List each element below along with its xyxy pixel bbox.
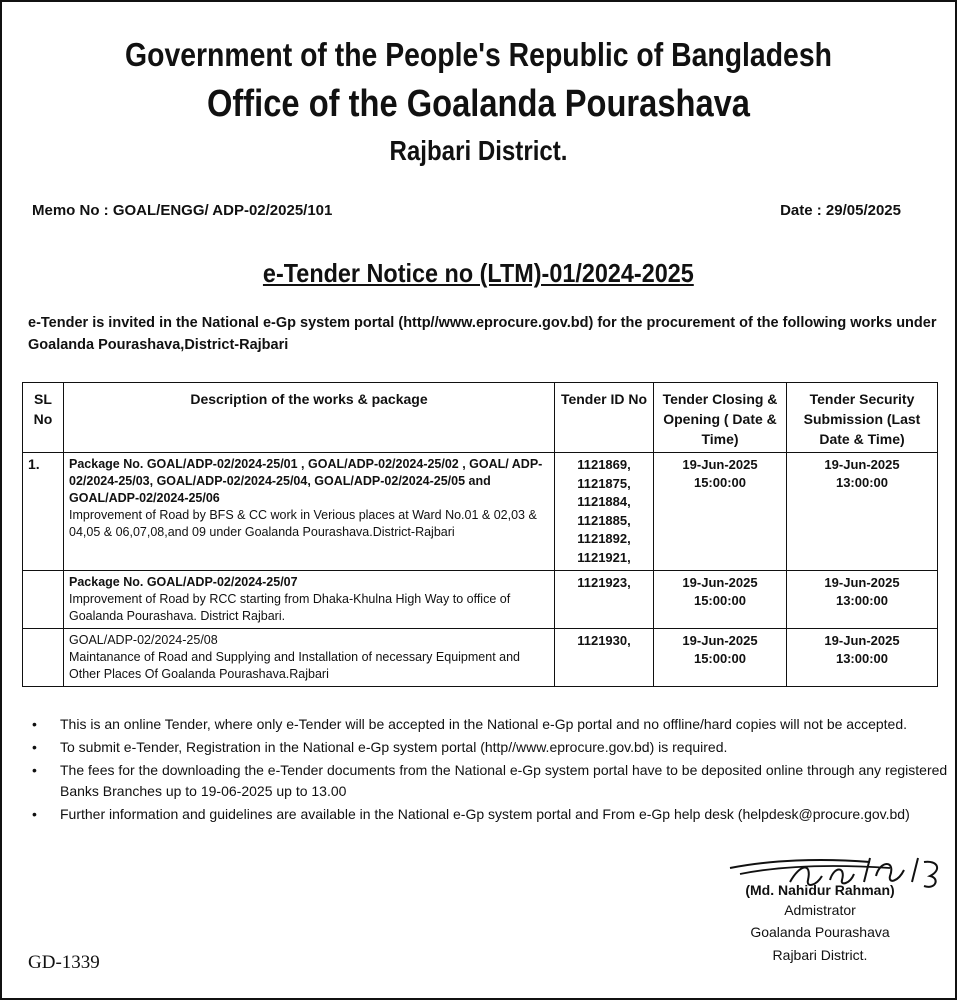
table-header-row [23, 383, 938, 453]
header-government: Government of the People's Republic of Bangladesh [125, 36, 832, 73]
bullet-icon: • [32, 739, 37, 755]
closing-time: 15:00:00 [693, 651, 747, 666]
tender-id: 1121885, [577, 512, 631, 528]
list-item [22, 804, 952, 825]
list-item [22, 737, 952, 758]
memo-date: Date : 29/05/2025 [780, 202, 901, 219]
package-numbers: Package No. GOAL/ADP-02/2024-25/01 , GOAL/ADP-02/2024-25/02 , GOAL/ ADP-02/2024-25/03, GOAL/ADP-02/2024-25/04, GOAL/ADP-02/2024-25/05 and GOAL/ADP-02/2024-25/06 [69, 457, 543, 505]
header-closing: Tender Closing & Opening ( Date & Time) [654, 383, 787, 453]
tender-id: 1121869, [577, 457, 631, 472]
note-text: Further information and guidelines are available in the National e-Gp system portal and From e-Gp help desk (helpdesk@procure.gov.bd) [60, 806, 910, 822]
bullet-icon: • [32, 806, 37, 822]
security-date: 19-Jun-2025 [824, 633, 900, 648]
row-description [64, 629, 555, 687]
row-description [64, 571, 555, 629]
header-district: Rajbari District. [389, 135, 568, 166]
closing-date: 19-Jun-2025 [682, 575, 758, 590]
row-sl [23, 571, 64, 629]
row-closing [654, 453, 787, 571]
memo-number: Memo No : GOAL/ENGG/ ADP-02/2025/101 [32, 202, 333, 219]
row-sl [23, 629, 64, 687]
list-item [22, 714, 952, 735]
security-time: 13:00:00 [835, 593, 889, 608]
security-date: 19-Jun-2025 [824, 575, 900, 590]
row-closing [654, 629, 787, 687]
notice-title-text: e-Tender Notice no (LTM)-01/2024-2025 [263, 258, 694, 288]
closing-time: 15:00:00 [693, 475, 747, 490]
tender-id: 1121921, [577, 549, 631, 565]
header-tender-id: Tender ID No [555, 383, 654, 453]
table-row [23, 571, 938, 629]
tender-id: 1121884, [577, 494, 631, 509]
package-numbers: GOAL/ADP-02/2024-25/08 [69, 633, 218, 647]
row-tender-ids [555, 629, 654, 687]
row-tender-ids [555, 453, 654, 571]
row-tender-ids [555, 571, 654, 629]
signatory-office: Goalanda Pourashava [750, 924, 890, 940]
security-time: 13:00:00 [835, 651, 889, 666]
closing-date: 19-Jun-2025 [682, 633, 758, 648]
security-time: 13:00:00 [835, 475, 889, 490]
tender-table [22, 382, 938, 687]
intro-paragraph: e-Tender is invited in the National e-Gp system portal (http//www.eprocure.gov.bd) for the procurement of the following works under Goalanda Pourashava,District-Rajbari [28, 315, 937, 353]
header-security: Tender Security Submission (Last Date & Time) [787, 383, 938, 453]
row-closing [654, 571, 787, 629]
security-date: 19-Jun-2025 [824, 457, 900, 472]
work-description: Maintanance of Road and Supplying and Installation of necessary Equipment and Other Places Of Goalanda Pourashava.Rajbari [69, 650, 520, 681]
signatory-name: (Md. Nahidur Rahman) [745, 882, 895, 898]
note-text: The fees for the downloading the e-Tender documents from the National e-Gp system portal have to be deposited online through any registered Banks Branches up to 19-06-2025 up to 13.00 [60, 762, 948, 799]
note-text: To submit e-Tender, Registration in the National e-Gp system portal (http//www.eprocure.gov.bd) is required. [60, 739, 728, 755]
work-description: Improvement of Road by BFS & CC work in Verious places at Ward No.01 & 02,03 & 04,05 & 06,07,08,and 09 under Goalanda Pourashava.District-Rajbari [69, 508, 537, 539]
table-row [23, 629, 938, 687]
notice-title [0, 258, 957, 289]
footer-code: GD-1339 [28, 952, 100, 973]
signatory-district: Rajbari District. [772, 947, 868, 963]
tender-id: 1121930, [577, 633, 631, 648]
signatory-designation: Admistrator [784, 902, 856, 918]
list-item [22, 760, 952, 802]
closing-date: 19-Jun-2025 [682, 457, 758, 472]
tender-id: 1121892, [577, 531, 631, 546]
row-sl: 1. [23, 453, 64, 571]
package-numbers: Package No. GOAL/ADP-02/2024-25/07 [69, 575, 298, 589]
work-description: Improvement of Road by RCC starting from Dhaka-Khulna High Way to office of Goalanda Pourashava. District Rajbari. [69, 592, 511, 623]
row-description [64, 453, 555, 571]
row-security [787, 629, 938, 687]
table-row [23, 453, 938, 571]
header-office: Office of the Goalanda Pourashava [206, 83, 750, 125]
bullet-icon: • [32, 762, 37, 778]
notes-list [22, 714, 952, 827]
row-security [787, 571, 938, 629]
row-security [787, 453, 938, 571]
bullet-icon: • [32, 716, 37, 732]
tender-id: 1121923, [577, 575, 631, 590]
closing-time: 15:00:00 [693, 593, 747, 608]
tender-id: 1121875, [577, 475, 631, 491]
note-text: This is an online Tender, where only e-Tender will be accepted in the National e-Gp portal and no offline/hard copies will not be accepted. [60, 716, 907, 732]
header-sl: SL No [23, 383, 64, 453]
header-description: Description of the works & package [64, 383, 555, 453]
